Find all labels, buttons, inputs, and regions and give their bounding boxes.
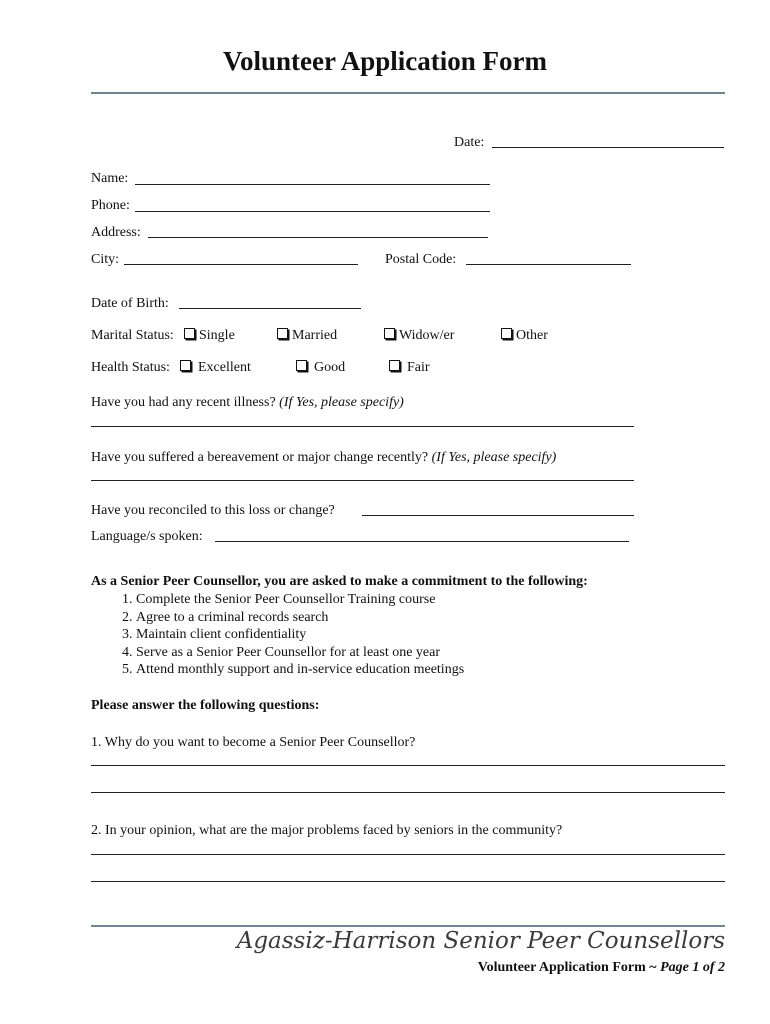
date-label: Date: bbox=[454, 135, 485, 150]
list-item: 4. Serve as a Senior Peer Counsellor for at least one year bbox=[136, 644, 691, 662]
footer-divider bbox=[91, 925, 725, 927]
commitment-heading: As a Senior Peer Counsellor, you are asked to make a commitment to the following: bbox=[91, 574, 588, 589]
title-divider bbox=[91, 92, 725, 94]
checkbox-icon[interactable] bbox=[277, 328, 288, 339]
marital-status-label: Marital Status: bbox=[91, 328, 174, 343]
marital-option-single[interactable]: Single bbox=[184, 328, 235, 344]
reconciled-question: Have you reconciled to this loss or change? bbox=[91, 503, 335, 518]
reconciled-answer-field[interactable] bbox=[362, 515, 634, 516]
footer-page-info: Volunteer Application Form ~ Page 1 of 2 bbox=[477, 960, 725, 975]
health-option-excellent[interactable]: Excellent bbox=[180, 360, 251, 376]
phone-label: Phone: bbox=[91, 198, 130, 213]
name-label: Name: bbox=[91, 171, 129, 186]
dob-field[interactable] bbox=[179, 308, 361, 309]
question-2: 2. In your opinion, what are the major problems faced by seniors in the community? bbox=[91, 823, 563, 838]
bereavement-question: Have you suffered a bereavement or major change recently? (If Yes, please specify) bbox=[91, 450, 557, 465]
city-label: City: bbox=[91, 252, 120, 267]
question-2-answer-line[interactable] bbox=[91, 881, 725, 882]
phone-field[interactable] bbox=[135, 211, 490, 212]
bereavement-answer-field[interactable] bbox=[91, 480, 634, 481]
postal-code-field[interactable] bbox=[466, 264, 631, 265]
health-status-label: Health Status: bbox=[91, 360, 170, 375]
checkbox-icon[interactable] bbox=[180, 360, 191, 371]
checkbox-icon[interactable] bbox=[384, 328, 395, 339]
marital-option-other[interactable]: Other bbox=[501, 328, 548, 344]
checkbox-icon[interactable] bbox=[184, 328, 195, 339]
list-item: 3. Maintain client confidentiality bbox=[136, 626, 691, 644]
page-title: Volunteer Application Form bbox=[222, 46, 547, 76]
checkbox-icon[interactable] bbox=[501, 328, 512, 339]
illness-answer-field[interactable] bbox=[91, 426, 634, 427]
question-1-answer-line[interactable] bbox=[91, 792, 725, 793]
address-label: Address: bbox=[91, 225, 141, 240]
list-item: 5. Attend monthly support and in-service education meetings bbox=[136, 661, 691, 679]
list-item: 1. Complete the Senior Peer Counsellor Training course bbox=[136, 591, 691, 609]
health-option-good[interactable]: Good bbox=[296, 360, 345, 376]
checkbox-icon[interactable] bbox=[296, 360, 307, 371]
name-field[interactable] bbox=[135, 184, 490, 185]
list-item: 2. Agree to a criminal records search bbox=[136, 609, 691, 627]
date-field[interactable] bbox=[492, 147, 724, 148]
commitment-list bbox=[91, 591, 691, 679]
address-field[interactable] bbox=[148, 237, 488, 238]
organization-logo-text: Agassiz-Harrison Senior Peer Counsellors bbox=[236, 928, 725, 954]
postal-code-label: Postal Code: bbox=[385, 252, 457, 267]
question-1: 1. Why do you want to become a Senior Peer Counsellor? bbox=[91, 735, 416, 750]
question-1-answer-line[interactable] bbox=[91, 765, 725, 766]
city-field[interactable] bbox=[124, 264, 358, 265]
health-option-fair[interactable]: Fair bbox=[389, 360, 430, 376]
marital-option-married[interactable]: Married bbox=[277, 328, 337, 344]
checkbox-icon[interactable] bbox=[389, 360, 400, 371]
dob-label: Date of Birth: bbox=[91, 296, 169, 311]
languages-field[interactable] bbox=[215, 541, 629, 542]
question-2-answer-line[interactable] bbox=[91, 854, 725, 855]
illness-question: Have you had any recent illness? (If Yes, please specify) bbox=[91, 395, 404, 410]
questions-heading: Please answer the following questions: bbox=[91, 698, 320, 713]
languages-label: Language/s spoken: bbox=[91, 529, 203, 544]
marital-option-widower[interactable]: Widow/er bbox=[384, 328, 454, 344]
